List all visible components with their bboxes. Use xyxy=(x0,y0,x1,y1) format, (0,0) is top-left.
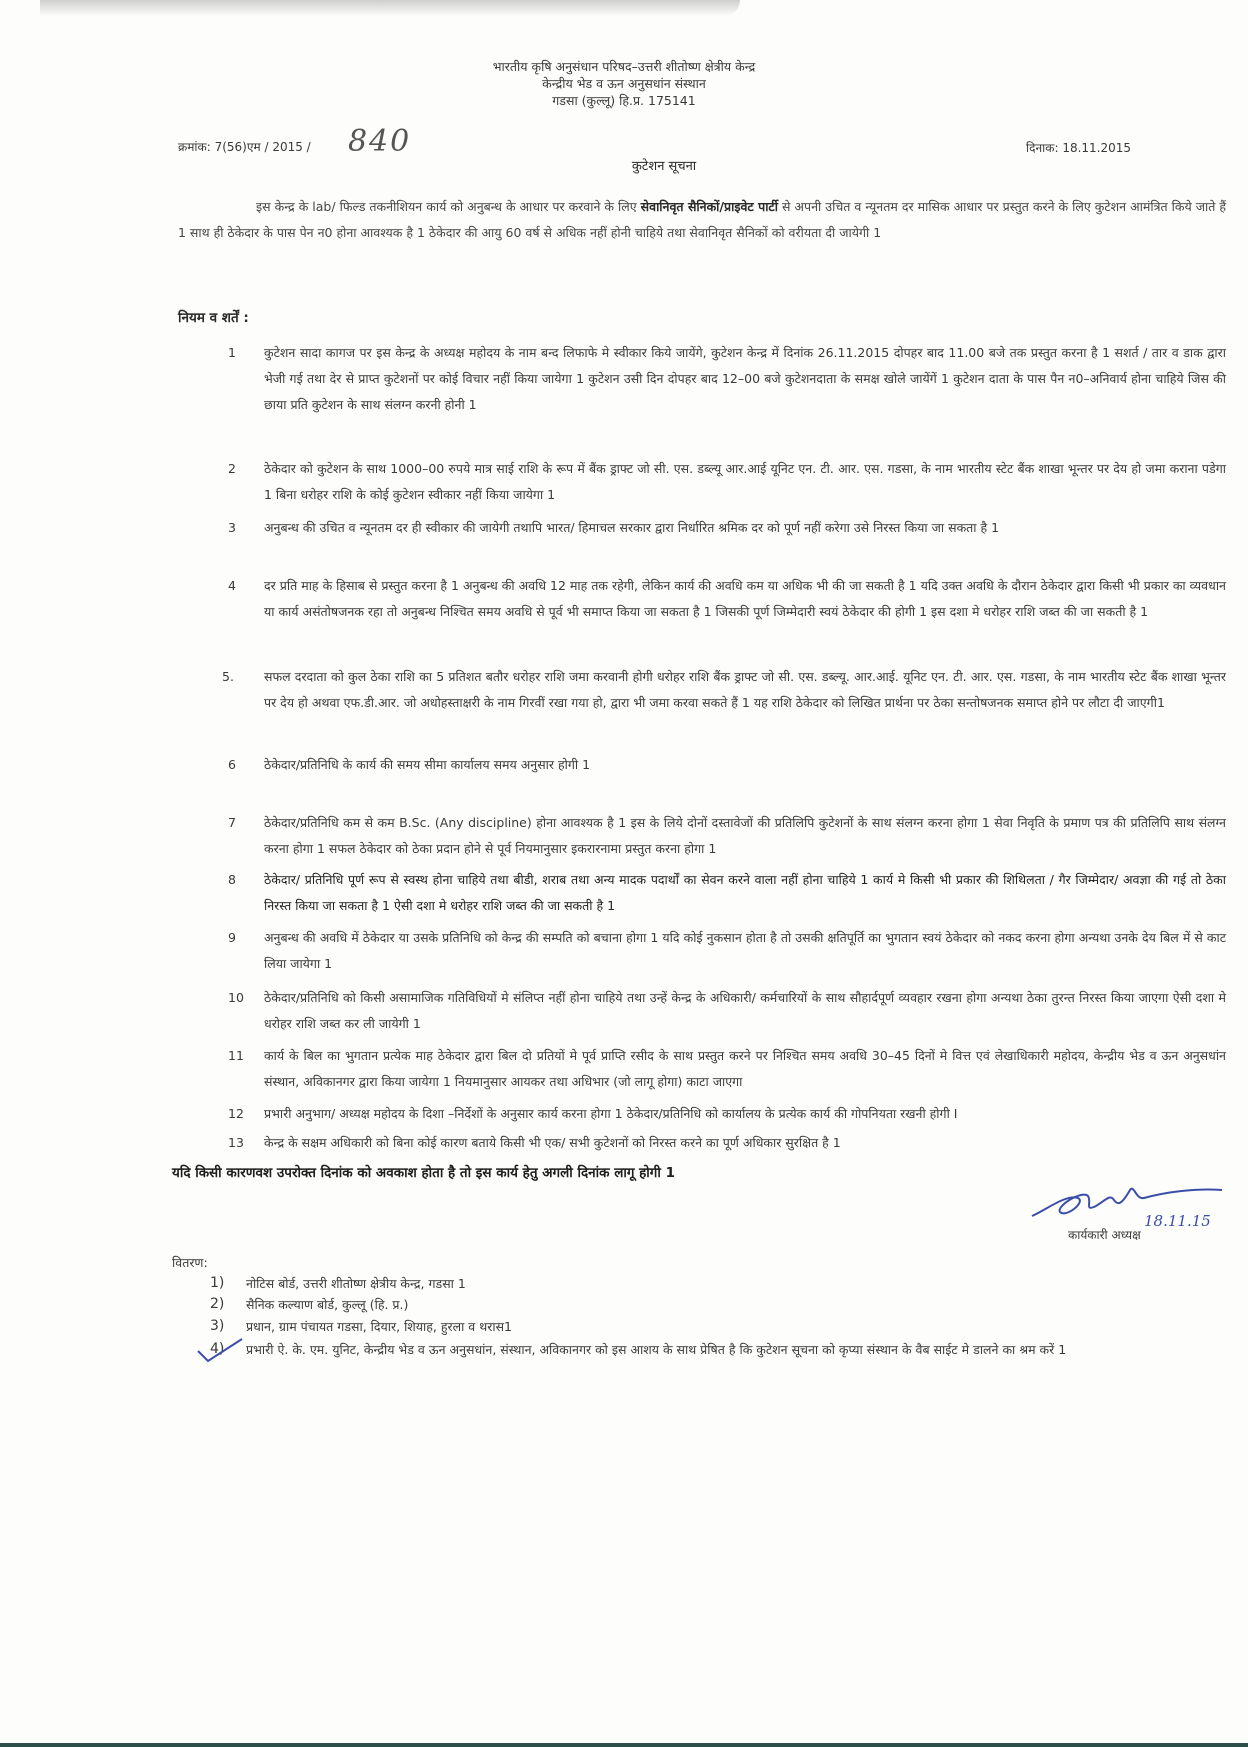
rule-item xyxy=(228,1130,1226,1156)
distribution-item xyxy=(210,1275,1248,1292)
rule-text: प्रभारी अनुभाग/ अध्यक्ष महोदय के दिशा –निर्देशों के अनुसार कार्य करना होगा 1 ठेकेदार/प्रतिनिधि को कार्यालय के प्रत्येक कार्य की गोपनियता रखनी होगी I xyxy=(264,1106,958,1121)
intro-paragraph xyxy=(178,194,1226,246)
distribution-item xyxy=(210,1296,1248,1313)
document-date: दिनाक: 18.11.2015 xyxy=(1026,141,1132,155)
rule-number: 6 xyxy=(228,757,236,772)
letterhead-line-1: भारतीय कृषि अनुसंधान परिषद–उत्तरी शीतोष्ण क्षेत्रीय केन्द्र xyxy=(492,59,756,74)
holiday-notice: यदि किसी कारणवश उपरोक्त दिनांक को अवकाश होता है तो इस कार्य हेतु अगली दिनांक लागू होगी 1 xyxy=(172,1165,675,1181)
rule-text: ठेकेदार को कुटेशन के साथ 1000–00 रुपये मात्र साई राशि के रूप में बैंक ड्राफ्ट जो सी. एस. डब्ल्यू आर.आई यूनिट एन. टी. आर. एस. गडसा, के नाम भारतीय स्टेट बैंक शाखा भून्तर पर देय हो जमा कराना पडेगा 1 बिना धरोहर राशि के कोई कुटेशन स्वीकार नहीं किया जायेगा 1 xyxy=(264,461,1226,502)
rule-number: 11 xyxy=(228,1048,244,1063)
rule-text: कार्य के बिल का भुगतान प्रत्येक माह ठेकेदार द्वारा बिल दो प्रतियों मे पूर्व प्राप्ति रसीद के साथ प्रस्तुत करने पर निश्चित समय अवधि 30–45 दिनों मे वित्त एवं लेखाधिकारी महोदय, केन्द्रीय भेड व ऊन अनुसधांन संस्थान, अविकानगर द्वारा किया जायेगा 1 नियमानुसार आयकर तथा अधिभार (जो लागू होगा) काटा जाएगा xyxy=(264,1048,1226,1089)
distribution-item xyxy=(210,1341,1248,1358)
letterhead-line-2: केन्द्रीय भेड व ऊन अनुसधांन संस्थान xyxy=(542,76,706,91)
rule-item xyxy=(228,867,1226,919)
distribution-text: नोटिस बोर्ड, उत्तरी शीतोष्ण क्षेत्रीय केन्द्र, गडसा 1 xyxy=(246,1276,466,1291)
rule-item xyxy=(222,664,1226,716)
letterhead xyxy=(0,58,1248,109)
rule-number: 4 xyxy=(228,578,236,593)
rule-text: ठेकेदार/ प्रतिनिधि पूर्ण रूप से स्वस्थ होना चाहिये तथा बीडी, शराब तथा अन्य मादक पदार्थों का सेवन करने वाला नहीं होना चाहिये 1 कार्य मे किसी भी प्रकार की शिथिलता / गैर जिम्मेदार/ अवज्ञा की गई तो ठेका निरस्त किया जा सकता है 1 ऐसी दशा मे धरोहर राशि जब्त की जा सकती है 1 xyxy=(264,872,1226,913)
rule-item xyxy=(228,1101,1226,1127)
rule-number: 2 xyxy=(228,461,236,476)
scan-shadow xyxy=(40,0,740,16)
rule-number: 12 xyxy=(228,1106,244,1121)
rule-number: 13 xyxy=(228,1135,244,1150)
distribution-label: वितरण: xyxy=(172,1255,208,1270)
signatory-designation: कार्यकारी अध्यक्ष xyxy=(1068,1228,1141,1242)
intro-bold-text: सेवानिवृत सैनिकों/प्राइवेट पार्टी xyxy=(640,199,778,214)
scan-border xyxy=(0,1743,1248,1747)
rule-number: 8 xyxy=(228,872,236,887)
rule-text: ठेकेदार/प्रतिनिधि कम से कम B.Sc. (Any discipline) होना आवश्यक है 1 इस के लिये दोनों दस्तावेजों की प्रतिलिपि कुटेशनों के साथ संलग्न करना होगा 1 सेवा निवृति के प्रमाण पत्र की प्रतिलिपि साथ संलग्न करना होगा 1 सफल ठेकेदार को ठेका प्रदान होने से पूर्व नियमानुसार इकरारनामा प्रस्तुत करना होगा 1 xyxy=(264,815,1226,856)
distribution-number: 4) xyxy=(210,1341,225,1357)
distribution-text: प्रधान, ग्राम पंचायत गडसा, दियार, शियाह, हुरला व थरास1 xyxy=(246,1319,512,1334)
rule-item xyxy=(228,925,1226,977)
rule-text: अनुबन्ध की अवधि में ठेकेदार या उसके प्रतिनिधि को केन्द्र की सम्पति को बचाना होगा 1 यदि कोई नुकसान होता है तो उसकी क्षतिपूर्ति का भुगतान स्वयं ठेकेदार को नकद करना होगा अन्यथा उनके देय बिल में से काट लिया जायेगा 1 xyxy=(264,930,1226,971)
rule-item xyxy=(228,340,1226,418)
letterhead-line-3: गडसा (कुल्लू) हि.प्र. 175141 xyxy=(552,93,696,108)
signature-icon xyxy=(1026,1180,1226,1230)
reference-label: क्रमांक: 7(56)एम / 2015 / xyxy=(178,140,311,154)
rule-text: कुटेशन सादा कागज पर इस केन्द्र के अध्यक्ष महोदय के नाम बन्द लिफाफे मे स्वीकार किये जायेंगे, कुटेशन केन्द्र में दिनांक 26.11.2015 दोपहर बाद 11.00 बजे तक प्रस्तुत करना है 1 सशर्त / तार व डाक द्वारा भेजी गई तथा देर से प्राप्त कुटेशनों पर कोई विचार नहीं किया जायेगा 1 कुटेशन उसी दिन दोपहर बाद 12–00 बजे कुटेशनदाता के समक्ष खोले जायेंगें 1 कुटेशन दाता के पास पैन न0–अनिवार्य होना चाहिये जिस की छाया प्रति कुटेशन के साथ संलग्न करनी होनी 1 xyxy=(264,345,1226,412)
rule-text: ठेकेदार/प्रतिनिधि को किसी असामाजिक गतिविधियों मे संलिप्त नहीं होना चाहिये तथा उन्हें केन्द्र के अधिकारी/ कर्मचारियों के साथ सौहार्दपूर्ण व्यवहार रखना होगा अन्यथा ठेका तुरन्त निरस्त किया जाएगा ऐसी दशा मे धरोहर राशि जब्त कर ली जायेगी 1 xyxy=(264,990,1226,1031)
handwritten-tick-icon xyxy=(196,1337,246,1367)
document-title: कुटेशन सूचना xyxy=(631,159,697,174)
rule-item xyxy=(228,515,1226,541)
distribution-number: 3) xyxy=(210,1318,225,1334)
distribution-text: प्रभारी ऐ. के. एम. युनिट, केन्द्रीय भेड व ऊन अनुसधांन, संस्थान, अविकानगर को इस आशय के साथ प्रेषित है कि कुटेशन सूचना को कृप्या संस्थान के वैब साईट मे डालने का श्रम करें 1 xyxy=(246,1342,1067,1357)
rule-number: 7 xyxy=(228,815,236,830)
handwritten-reference-number: 840 xyxy=(348,124,412,159)
rule-number: 3 xyxy=(228,520,236,535)
rule-text: सफल दरदाता को कुल ठेका राशि का 5 प्रतिशत बतौर धरोहर राशि जमा करवानी होगी धरोहर राशि बैंक ड्राफ्ट जो सी. एस. डब्ल्यू. आर.आई. यूनिट एन. टी. आर. एस. गडसा, के नाम भारतीय स्टेट बैंक शाखा भून्तर पर देय हो अथवा एफ.डी.आर. जो अधोहस्ताक्षरी के नाम गिरवीं रखा गया हो, द्वारा भी जमा करवा सकते हैं 1 यह राशि ठेकेदार को लिखित प्रार्थना पर ठेका सन्तोषजनक समाप्त होने पर लौटा दी जाएगी1 xyxy=(264,669,1226,710)
distribution-number: 2) xyxy=(210,1296,225,1312)
signature-date: 18.11.15 xyxy=(1144,1212,1211,1230)
rules-heading: नियम व शर्तें : xyxy=(178,310,249,326)
rule-text: दर प्रति माह के हिसाब से प्रस्तुत करना है 1 अनुबन्ध की अवधि 12 माह तक रहेगी, लेकिन कार्य की अवधि कम या अधिक भी की जा सकती है 1 यदि उक्त अवधि के दौरान ठेकेदार द्वारा किसी भी प्रकार का व्यवधान या कार्य असंतोषजनक रहा तो अनुबन्ध निश्चित समय अवधि से पूर्व भी समाप्त किया जा सकता है 1 जिसकी पूर्ण जिम्मेदारी स्वयं ठेकेदार की होगी 1 इस दशा मे धरोहर राशि जब्त की जा सकती है 1 xyxy=(264,578,1226,619)
distribution-number: 1) xyxy=(210,1275,225,1291)
rule-number: 1 xyxy=(228,345,236,360)
rule-text: ठेकेदार/प्रतिनिधि के कार्य की समय सीमा कार्यालय समय अनुसार होगी 1 xyxy=(264,757,591,772)
rule-item xyxy=(228,456,1226,508)
intro-text-2: से अपनी उचित व न्यूनतम दर मासिक आधार पर प्रस्तुत करने के लिए कुटेशन आमंत्रित किये जाते हैं 1 साथ ही ठेकेदार के पास पेन न0 होना आवश्यक है 1 ठेकेदार की आयु 60 वर्ष से अधिक नहीं होनी चाहिये तथा सेवानिवृत सैनिकों को वरीयता दी जायेगी 1 xyxy=(178,199,1226,240)
rule-item xyxy=(228,1043,1226,1095)
rule-item xyxy=(228,752,1226,778)
rule-number: 9 xyxy=(228,930,236,945)
rule-text: अनुबन्ध की उचित व न्यूनतम दर ही स्वीकार की जायेगी तथापि भारत/ हिमाचल सरकार द्वारा निर्धारित श्रमिक दर को पूर्ण नहीं करेगा उसे निरस्त किया जा सकता है 1 xyxy=(264,520,1000,535)
distribution-item xyxy=(210,1318,1248,1335)
rule-text: केन्द्र के सक्षम अधिकारी को बिना कोई कारण बताये किसी भी एक/ सभी कुटेशनों को निरस्त करने का पूर्ण अधिकार सुरक्षित है 1 xyxy=(264,1135,841,1150)
rule-item xyxy=(228,573,1226,625)
intro-text-1: इस केन्द्र के lab/ फिल्ड तकनीशियन कार्य को अनुबन्ध के आधार पर करवाने के लिए xyxy=(256,199,641,214)
rule-number: 5. xyxy=(222,669,234,684)
distribution-text: सैनिक कल्याण बोर्ड, कुल्लू (हि. प्र.) xyxy=(246,1297,409,1312)
rule-item xyxy=(228,985,1226,1037)
rule-number: 10 xyxy=(228,990,244,1005)
rule-item xyxy=(228,810,1226,862)
